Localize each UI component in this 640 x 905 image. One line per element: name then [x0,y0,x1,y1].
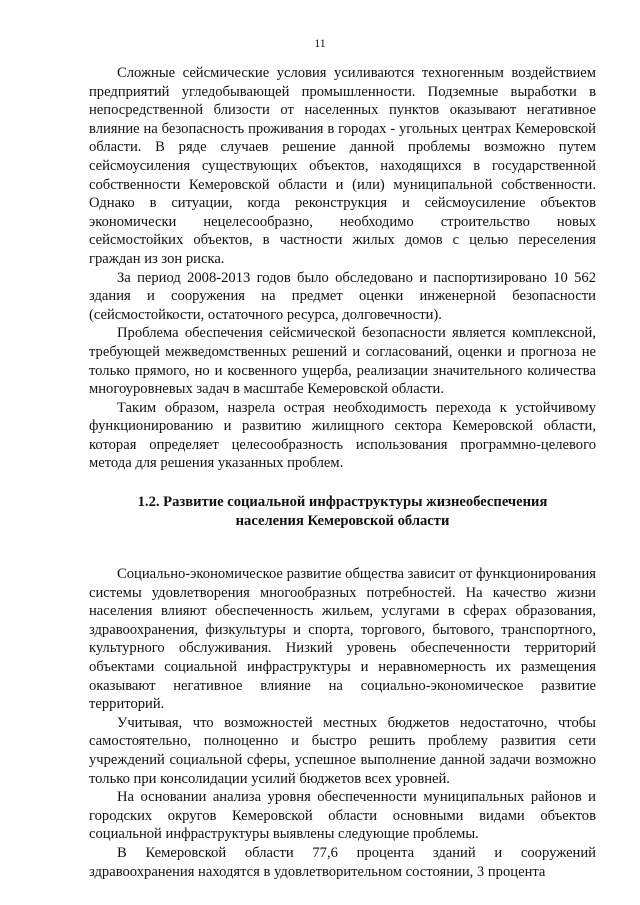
paragraph-inspection-period: За период 2008-2013 годов было обследовано и паспортизировано 10 562 здания и сооружения на предмет оценки инженерной безопасности (сейсмостойкости, остаточного ресурса, долговечности). [89,269,596,323]
paragraph-local-budgets: Учитывая, что возможностей местных бюджетов недостаточно, чтобы самостоятельно, полноценно и быстро решить проблему развития сети учреждений социальной сферы, успешное выполнение данной задачи возможно только при консолидации усилий бюджетов всех уровней. [89,714,596,787]
section-heading [89,493,596,531]
paragraph-seismic-safety-problem: Проблема обеспечения сейсмической безопасности является комплексной, требующей межведомственных решений и согласований, оценки и прогноза не только прямого, но и косвенного ущерба, реализации значительного количества многоуровневых задач в масштабе Кемеровской области. [89,325,596,398]
paragraph-seismic-conditions: Сложные сейсмические условия усиливаются техногенным воздействием предприятий угледобывающей промышленности. Подземные выработки в непосредственной близости от населенных пунктов оказывают негативное влияние на безопасность проживания в городах - угольных центрах Кемеровской области. В ряде случаев решение данной проблемы возможно путем сейсмоусиления существующих объектов, находящихся в государственной собственности Кемеровской области и (или) муниципальной собственности. Однако в ситуации, когда реконструкция и сейсмоусиление объектов экономически нецелесообразно, необходимо строительство новых сейсмостойких объектов, в частности жилых домов с целью переселения граждан из зон риска. [89,65,596,267]
paragraph-conclusion: Таким образом, назрела острая необходимость перехода к устойчивому функционированию и развитию жилищного сектора Кемеровской области, которая определяет целесообразность использования программно-целевого метода для решения указанных проблем. [89,399,596,472]
section-heading-line-2: населения Кемеровской области [235,513,450,530]
document-body [89,64,596,881]
paragraph-healthcare-buildings: В Кемеровской области 77,6 процента зданий и сооружений здравоохранения находятся в удовлетворительном состоянии, 3 процента [89,844,596,880]
page-number: 11 [314,36,326,50]
paragraph-analysis: На основании анализа уровня обеспеченности муниципальных районов и городских округов Кемеровской области основными видами объектов социальной инфраструктуры выявлены следующие проблемы. [89,789,596,843]
paragraph-socioeconomic-development: Социально-экономическое развитие общества зависит от функционирования системы удовлетворения многообразных потребностей. На качество жизни населения влияют обеспеченность жильем, услугами в сферах образования, здравоохранения, физкультуры и спорта, торгового, бытового, транспортного, культурного обслуживания. Низкий уровень обеспеченности территорий объектами социальной инфраструктуры и неравномерность их размещения оказывают негативное влияние на социально-экономическое развитие территорий. [89,566,596,713]
section-heading-line-1: 1.2. Развитие социальной инфраструктуры жизнеобеспечения [137,494,548,511]
